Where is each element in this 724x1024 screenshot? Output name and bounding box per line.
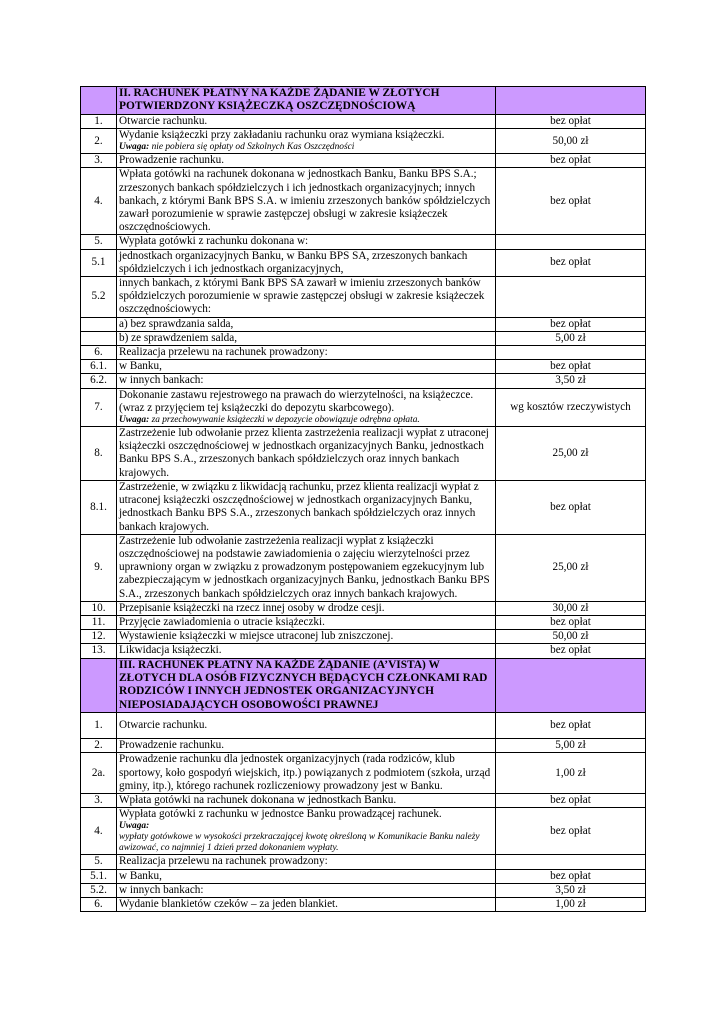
row-number: 1. — [81, 114, 117, 128]
row-number: 8. — [81, 427, 117, 481]
row-description: Przepisanie książeczki na rzecz innej osoby w drodze cesji. — [117, 601, 496, 615]
row-description: jednostkach organizacyjnych Banku, w Banku BPS SA, zrzeszonych bankach spółdzielczych i ich jednostkach organizacyjnych, — [117, 249, 496, 276]
row-description: Prowadzenie rachunku. — [117, 739, 496, 753]
row-description: Prowadzenie rachunku dla jednostek organizacyjnych (rada rodziców, klub sportowy, koło gospodyń wiejskich, itp.) powiązanych z podmiotem (szkoła, urząd gminy, itp.), którego rachunek rozliczeniowy prowadzony jest w Banku. — [117, 753, 496, 794]
row-description: w innych bankach: — [117, 883, 496, 897]
table-row — [81, 129, 646, 154]
table-row — [81, 277, 646, 318]
row-description: Zastrzeżenie lub odwołanie przez klienta zastrzeżenia realizacji wypłat z utraconej książeczki oszczędnościowej w jednostkach organizacyjnych Banku, jednostkach Banku BPS S.A., zrzeszonych bankach spółdzielczych oraz innych bankach krajowych. — [117, 427, 496, 481]
row-description: Zastrzeżenie, w związku z likwidacją rachunku, przez klienta realizacji wypłat z utraconej książeczki oszczędnościowej w jednostkach organizacyjnych Banku, jednostkach Banku BPS S.A., zrzeszonych bankach spółdzielczych oraz innych bankach krajowych. — [117, 480, 496, 534]
note-text: nie pobiera się opłaty od Szkolnych Kas Oszczędności — [151, 142, 355, 153]
table-row — [81, 346, 646, 360]
table-row — [81, 168, 646, 235]
table-row — [81, 753, 646, 794]
section-number-cell — [81, 658, 117, 713]
table-row — [81, 601, 646, 615]
row-number: 10. — [81, 601, 117, 615]
row-description: Realizacja przelewu na rachunek prowadzony: — [117, 855, 496, 869]
table-row — [81, 249, 646, 276]
row-fee: 1,00 zł — [496, 897, 646, 911]
row-number: 5.2 — [81, 277, 117, 318]
section-title: III. RACHUNEK PŁATNY NA KAŻDE ŻĄDANIE (A’VISTA) W ZŁOTYCH DLA OSÓB FIZYCZNYCH BĘDĄCYCH CZŁONKAMI RAD RODZICÓW I INNYCH JEDNOSTEK ORGANIZACYJNYCH NIEPOSIADAJĄCYCH OSOBOWOŚCI PRAWNEJ — [117, 658, 496, 713]
row-description-cell — [117, 129, 496, 154]
table-row — [81, 644, 646, 658]
row-description-cell — [117, 808, 496, 855]
row-description: Wpłata gotówki na rachunek dokonana w jednostkach Banku. — [117, 793, 496, 807]
row-fee: 25,00 zł — [496, 534, 646, 601]
row-number: 9. — [81, 534, 117, 601]
row-number: 1. — [81, 713, 117, 739]
row-number: 3. — [81, 793, 117, 807]
row-fee: bez opłat — [496, 154, 646, 168]
row-description: Wpłata gotówki na rachunek dokonana w jednostkach Banku, Banku BPS S.A.; zrzeszonych bankach spółdzielczych i ich jednostkach organizacyjnych; innych bankach, z którymi Bank BPS S.A. w imieniu zrzeszonych banków spółdzielczych zawarł porozumienie w sprawie zastępczej obsługi w zakresie książeczek oszczędnościowych. — [117, 168, 496, 235]
row-description: Przyjęcie zawiadomienia o utracie książeczki. — [117, 615, 496, 629]
row-fee: bez opłat — [496, 480, 646, 534]
row-number: 4. — [81, 808, 117, 855]
row-number: 2a. — [81, 753, 117, 794]
row-fee: 50,00 zł — [496, 630, 646, 644]
row-description: Wypłata gotówki z rachunku dokonana w: — [117, 235, 496, 249]
row-number: 2. — [81, 739, 117, 753]
row-number: 5. — [81, 235, 117, 249]
row-fee — [496, 277, 646, 318]
row-fee: bez opłat — [496, 249, 646, 276]
note-text: wypłaty gotówkowe w wysokości przekraczającej kwotę określoną w Komunikacie Banku należy awizować, co najmniej 1 dzień przed dokonaniem wypłaty. — [119, 832, 480, 854]
row-note — [119, 142, 493, 153]
section-header — [81, 658, 646, 713]
table-row — [81, 388, 646, 426]
row-fee: 25,00 zł — [496, 427, 646, 481]
row-fee: bez opłat — [496, 869, 646, 883]
table-row — [81, 630, 646, 644]
row-number: 4. — [81, 168, 117, 235]
table-row — [81, 235, 646, 249]
section-fee-cell — [496, 658, 646, 713]
row-description: w Banku, — [117, 360, 496, 374]
row-fee: wg kosztów rzeczywistych — [496, 388, 646, 426]
table-row — [81, 331, 646, 345]
row-fee: bez opłat — [496, 360, 646, 374]
table-row — [81, 427, 646, 481]
table-row — [81, 808, 646, 855]
section-fee-cell — [496, 87, 646, 115]
row-fee: bez opłat — [496, 317, 646, 331]
section-title: II. RACHUNEK PŁATNY NA KAŻDE ŻĄDANIE W ZŁOTYCH POTWIERDZONY KSIĄŻECZKĄ OSZCZĘDNOŚCIOWĄ — [117, 87, 496, 115]
row-fee: 3,50 zł — [496, 374, 646, 388]
row-number: 5. — [81, 855, 117, 869]
row-description: Wydanie blankietów czeków – za jeden blankiet. — [117, 897, 496, 911]
row-fee: bez opłat — [496, 168, 646, 235]
row-description: w innych bankach: — [117, 374, 496, 388]
row-fee — [496, 235, 646, 249]
table-row — [81, 883, 646, 897]
note-label: Uwaga: — [119, 415, 150, 426]
table-row — [81, 534, 646, 601]
row-fee: bez opłat — [496, 793, 646, 807]
table-row — [81, 855, 646, 869]
row-fee: 3,50 zł — [496, 883, 646, 897]
row-description: Dokonanie zastawu rejestrowego na prawach do wierzytelności, na książeczce. (wraz z przyjęciem tej książeczki do depozytu skarbcowego). — [119, 388, 474, 414]
section-number-cell — [81, 87, 117, 115]
row-number: 5.1 — [81, 249, 117, 276]
table-row — [81, 154, 646, 168]
row-description: Prowadzenie rachunku. — [117, 154, 496, 168]
row-fee — [496, 855, 646, 869]
row-number: 12. — [81, 630, 117, 644]
row-description: Wypłata gotówki z rachunku w jednostce Banku prowadzącej rachunek. — [119, 808, 442, 821]
row-description: Otwarcie rachunku. — [117, 713, 496, 739]
table-row — [81, 114, 646, 128]
row-description: Wydanie książeczki przy zakładaniu rachunku oraz wymiana książeczki. — [119, 129, 445, 142]
row-number: 13. — [81, 644, 117, 658]
row-fee: bez opłat — [496, 644, 646, 658]
table-row — [81, 897, 646, 911]
row-number: 8.1. — [81, 480, 117, 534]
row-description: b) ze sprawdzeniem salda, — [117, 331, 496, 345]
row-description: Likwidacja książeczki. — [117, 644, 496, 658]
row-description-cell — [117, 388, 496, 426]
row-fee: 1,00 zł — [496, 753, 646, 794]
row-fee: 5,00 zł — [496, 331, 646, 345]
row-number: 5.2. — [81, 883, 117, 897]
row-fee: bez opłat — [496, 713, 646, 739]
row-number: 2. — [81, 129, 117, 154]
table-row — [81, 739, 646, 753]
row-fee: 30,00 zł — [496, 601, 646, 615]
row-fee: 5,00 zł — [496, 739, 646, 753]
row-number: 5.1. — [81, 869, 117, 883]
table-row — [81, 317, 646, 331]
table-row — [81, 869, 646, 883]
row-number: 11. — [81, 615, 117, 629]
table-row — [81, 713, 646, 739]
table-row — [81, 480, 646, 534]
table-row — [81, 793, 646, 807]
row-fee: 50,00 zł — [496, 129, 646, 154]
row-number: 6. — [81, 897, 117, 911]
row-number: 7. — [81, 388, 117, 426]
section-header — [81, 87, 646, 115]
row-number — [81, 317, 117, 331]
row-number — [81, 331, 117, 345]
row-note — [119, 821, 493, 854]
row-fee — [496, 346, 646, 360]
row-number: 3. — [81, 154, 117, 168]
note-text: za przechowywanie książeczki w depozycie obowiązuje odrębna opłata. — [151, 415, 420, 426]
fee-table — [80, 86, 646, 912]
note-label: Uwaga: — [119, 821, 150, 832]
row-description: w Banku, — [117, 869, 496, 883]
row-fee: bez opłat — [496, 808, 646, 855]
table-row — [81, 360, 646, 374]
row-description: Realizacja przelewu na rachunek prowadzony: — [117, 346, 496, 360]
row-description: a) bez sprawdzania salda, — [117, 317, 496, 331]
row-number: 6.1. — [81, 360, 117, 374]
row-description: innych bankach, z którymi Bank BPS SA zawarł w imieniu zrzeszonych banków spółdzielczych porozumienie w sprawie zastępczej obsługi w zakresie książeczek oszczędnościowych: — [117, 277, 496, 318]
row-note — [119, 415, 493, 426]
row-fee: bez opłat — [496, 114, 646, 128]
row-fee: bez opłat — [496, 615, 646, 629]
row-description: Otwarcie rachunku. — [117, 114, 496, 128]
row-number: 6.2. — [81, 374, 117, 388]
row-description: Wystawienie książeczki w miejsce utraconej lub zniszczonej. — [117, 630, 496, 644]
note-label: Uwaga: — [119, 142, 150, 153]
table-row — [81, 615, 646, 629]
table-row — [81, 374, 646, 388]
row-number: 6. — [81, 346, 117, 360]
row-description: Zastrzeżenie lub odwołanie zastrzeżenia realizacji wypłat z książeczki oszczędnościowej na podstawie zawiadomienia o zajęciu wierzytelności przez uprawniony organ w związku z prowadzonym postępowaniem egzekucyjnym lub zabezpieczającym w jednostkach organizacyjnych Banku, jednostkach Banku BPS S.A., zrzeszonych bankach spółdzielczych oraz innych bankach krajowych. — [117, 534, 496, 601]
